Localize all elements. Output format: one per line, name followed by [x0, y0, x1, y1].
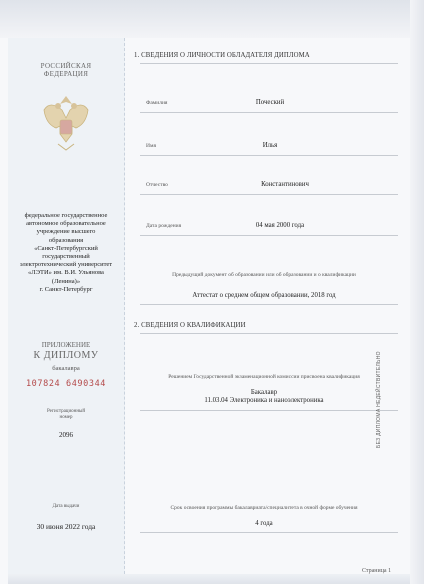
org-line: образования [48, 236, 84, 244]
divider [140, 235, 398, 236]
issue-date-label: Дата выдачи [52, 504, 80, 509]
name-label: Имя [146, 143, 156, 149]
commission-decision-text: Решением Государственной экзаменационной комиссии присвоена квалификация [168, 374, 360, 380]
section-1-title: 1. СВЕДЕНИЯ О ЛИЧНОСТИ ОБЛАДАТЕЛЯ ДИПЛОМА [134, 52, 310, 59]
state-line-1: РОССИЙСКАЯ [40, 62, 92, 70]
registration-number: 2096 [59, 431, 73, 439]
divider [140, 194, 398, 195]
specialty-value: 11.03.04 Электроника и наноэлектроника [204, 397, 324, 404]
patronymic-label: Отчество [146, 182, 168, 188]
state-line-2: ФЕДЕРАЦИЯ [43, 70, 89, 78]
divider [140, 410, 398, 411]
scan-top-shadow [0, 0, 424, 38]
org-line: «Санкт-Петербургский [34, 244, 98, 252]
registration-label [8, 409, 124, 421]
org-line: (Ленина)» [51, 277, 81, 285]
study-duration-value: 4 года [255, 520, 273, 527]
org-line: г. Санкт-Петербург [39, 285, 93, 293]
patronymic-value: Константинович [261, 181, 309, 188]
dob-value: 04 мая 2000 года [255, 222, 305, 229]
divider [140, 532, 398, 533]
dob-label: Дата рождения [146, 223, 182, 229]
org-line: автономное образовательное [26, 220, 106, 228]
scan-bottom-edge [8, 574, 410, 584]
org-line: федеральное государственное [24, 212, 108, 219]
divider [140, 155, 398, 156]
org-line: учреждение высшего [36, 228, 96, 236]
divider [140, 304, 398, 305]
org-line: «ЛЭТИ» им. В.И. Ульянова [28, 269, 104, 277]
appendix-title: ПРИЛОЖЕНИЕ [41, 341, 91, 349]
scan-right-shadow [410, 0, 424, 584]
name-value: Илья [262, 142, 278, 149]
divider [140, 63, 398, 64]
org-line: государственный [42, 253, 90, 261]
previous-document-label: Предыдущий документ об образовании или об образовании и о квалификации [172, 272, 356, 278]
appendix-subtitle: К ДИПЛОМУ [33, 350, 99, 361]
divider [140, 333, 398, 334]
state-name [8, 62, 124, 78]
qualification-value: Бакалавр [250, 389, 278, 396]
divider [140, 112, 398, 113]
surname-label: Фамилия [146, 100, 168, 106]
surname-value: Поческий [255, 99, 285, 106]
serial-number: 107824 6490344 [25, 379, 107, 389]
russian-coat-of-arms-icon [36, 90, 96, 156]
education-level: бакалавра [52, 365, 80, 372]
section-2-title: 2. СВЕДЕНИЯ О КВАЛИФИКАЦИИ [134, 322, 246, 329]
registration-label-line-1: Регистрационный [46, 409, 86, 414]
study-duration-label: Срок освоения программы бакалавриата/специалитета в очной форме обучения [170, 505, 358, 511]
previous-document-value: Аттестат о среднем общем образовании, 2018 год [192, 292, 336, 299]
org-line: электротехнический университет [19, 261, 113, 269]
registration-label-line-2: номер [59, 415, 73, 420]
organization-name [8, 212, 124, 294]
issue-date: 30 июня 2022 года [36, 522, 96, 531]
validity-vertical-note: БЕЗ ДИПЛОМА НЕДЕЙСТВИТЕЛЬНО [376, 351, 382, 448]
page-number: Страница 1 [362, 568, 392, 574]
